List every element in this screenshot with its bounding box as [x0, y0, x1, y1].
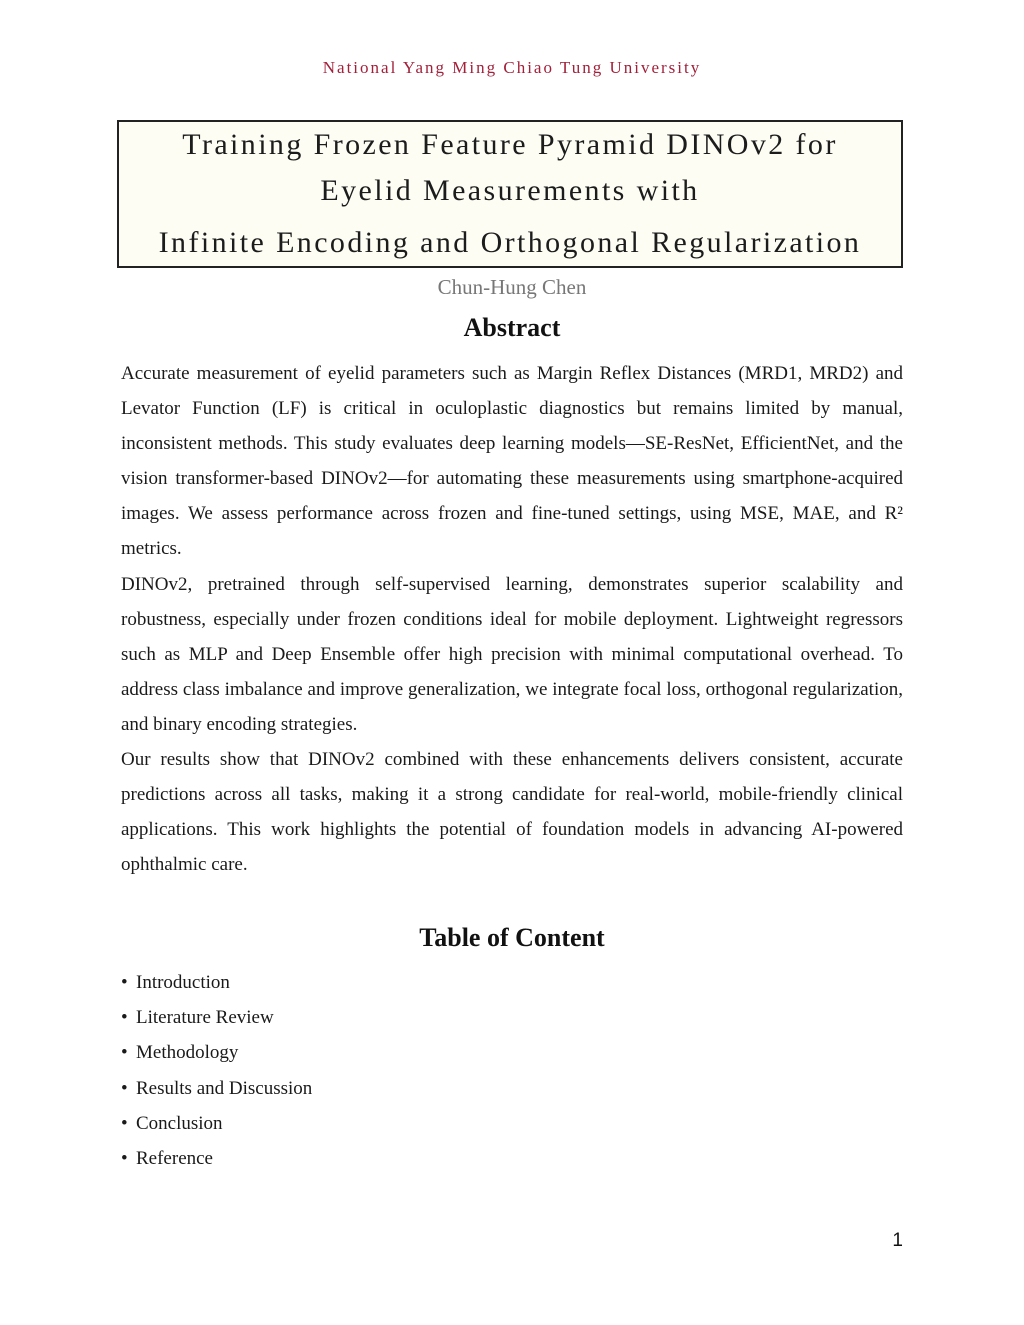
bullet-icon: • — [121, 972, 128, 993]
author-name: Chun-Hung Chen — [437, 275, 587, 299]
toc-item-reference — [121, 1141, 312, 1176]
title-line-1: Training Frozen Feature Pyramid DINOv2 for — [182, 128, 838, 161]
title-line-2: Eyelid Measurements with — [320, 174, 700, 207]
bullet-icon: • — [121, 1147, 128, 1169]
bullet-icon: • — [121, 1077, 128, 1099]
toc-item-label: Conclusion — [136, 1112, 223, 1134]
toc-item-methodology — [121, 1035, 312, 1070]
abstract-paragraph-3: Our results show that DINOv2 combined with these enhancements delivers consistent, accurate predictions across all tasks, making it a strong candidate for real-world, mobile-friendly clinical applications. This work highlights the potential of foundation models in advancing AI-powered ophthalmic care. — [121, 749, 903, 876]
toc-item-label: Reference — [136, 1147, 213, 1169]
bullet-icon: • — [121, 1042, 128, 1064]
title-box — [117, 120, 903, 268]
toc-item-label: Literature Review — [136, 1007, 274, 1029]
abstract-paragraph-1: Accurate measurement of eyelid parameters such as Margin Reflex Distances (MRD1, MRD2) and Levator Function (LF) is critical in oculoplastic diagnostics but remains limited by manual, inconsistent methods. This study evaluates deep learning models—SE-ResNet, EfficientNet, and the vision transformer-based DINOv2—for automating these measurements using smartphone-acquired images. We assess performance across frozen and fine-tuned settings, using MSE, MAE, and R² metrics. — [121, 363, 903, 560]
toc-item-label: Results and Discussion — [136, 1077, 313, 1099]
university-header: National Yang Ming Chiao Tung University — [322, 58, 702, 77]
toc-heading: Table of Content — [419, 923, 605, 952]
abstract-body — [121, 356, 903, 882]
toc-item-literature-review — [121, 1000, 312, 1035]
page-number: 1 — [892, 1230, 903, 1251]
title-line-3: Infinite Encoding and Orthogonal Regularization — [158, 226, 862, 259]
toc-list — [121, 965, 312, 1176]
toc-item-results-and-discussion — [121, 1071, 312, 1106]
bullet-icon: • — [121, 1007, 128, 1029]
abstract-paragraph-2: DINOv2, pretrained through self-supervised learning, demonstrates superior scalability and robustness, especially under frozen conditions ideal for mobile deployment. Lightweight regressors such as MLP and Deep Ensemble offer high precision with minimal computational overhead. To address class imbalance and improve generalization, we integrate focal loss, orthogonal regularization, and binary encoding strategies. — [121, 573, 903, 735]
bullet-icon: • — [121, 1112, 128, 1134]
toc-item-label: Methodology — [136, 1042, 239, 1064]
toc-item-introduction — [121, 965, 312, 1000]
toc-item-label: Introduction — [136, 972, 230, 993]
abstract-heading: Abstract — [463, 313, 561, 342]
toc-item-conclusion — [121, 1106, 312, 1141]
